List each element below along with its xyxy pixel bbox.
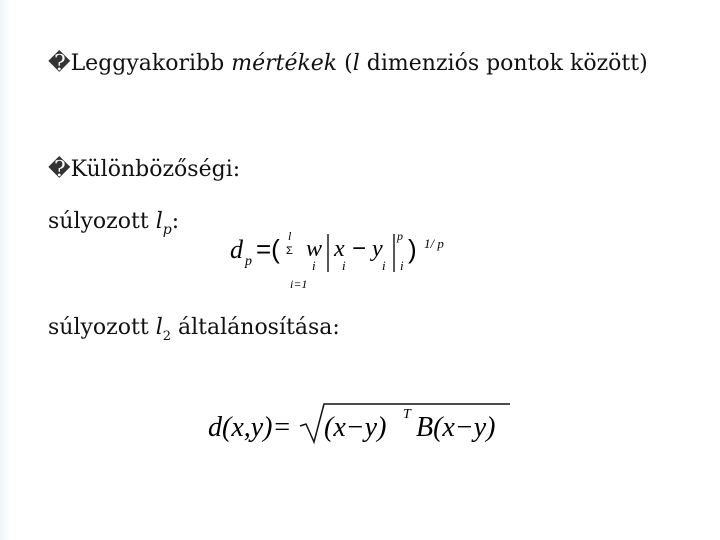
formula-y: y [372, 236, 383, 262]
formula-close-paren: ) [408, 234, 417, 264]
bullet-dissimilarity: �Különbözőségi: [48, 157, 241, 182]
formula-i-sub: i [400, 258, 404, 273]
bullet-marker: � [48, 157, 71, 182]
bullet-marker: � [48, 51, 71, 76]
formula-sum-lower: i=1 [290, 277, 308, 291]
weighted-l2-formula [206, 398, 516, 448]
slide-edge-decoration [0, 0, 10, 540]
formula-w-sub: i [312, 258, 316, 273]
weighted-l2-label: súlyozott $l_2$ általánosítása: [48, 315, 340, 344]
formula2-inside: (x−y) [324, 412, 387, 443]
formula2-transpose: T [403, 407, 411, 422]
formula-y-sub: i [382, 258, 386, 273]
weighted-lp-formula [228, 222, 468, 300]
formula-minus: − [352, 235, 367, 262]
formula-sigma: Σ [286, 245, 293, 257]
formula2-rest: B(x−y) [416, 412, 496, 443]
bullet-frequent-measures: �Leggyakoribb mértékek (l dimenziós pontok között) [48, 51, 648, 76]
formula-p-sub: p [245, 254, 252, 269]
formula-x-sub: i [342, 258, 346, 273]
formula-p-sup: p [397, 229, 403, 243]
formula-d: d [230, 235, 243, 264]
formula-exponent: 1/ p [424, 236, 444, 251]
weighted-lp-label: súlyozott $l_p$: [48, 209, 180, 238]
formula-w: w [306, 236, 323, 262]
formula-x: x [334, 236, 345, 262]
formula2-left: d(x,y)= [208, 412, 292, 443]
formula-sum-upper: l [288, 229, 292, 243]
formula-eq-paren: =( [256, 234, 280, 264]
